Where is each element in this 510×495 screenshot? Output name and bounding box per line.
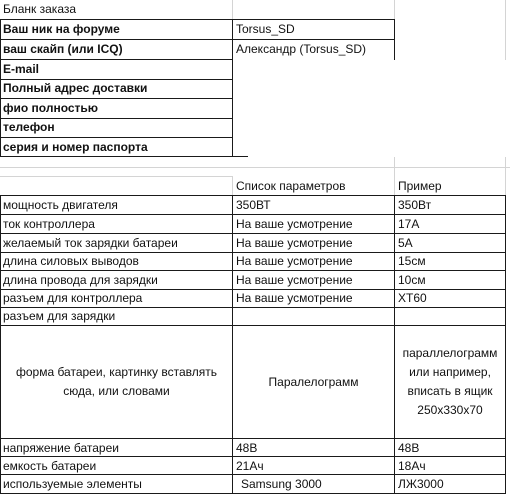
- param-label: разъем для контроллера: [3, 291, 143, 305]
- battery-capacity-example: 18Ач: [398, 459, 426, 473]
- param-value[interactable]: На ваше усмотрение: [236, 236, 353, 250]
- param-label: ток контроллера: [3, 217, 95, 231]
- skype-field[interactable]: Александр (Torsus_SD): [236, 42, 367, 56]
- param-example: 17А: [398, 217, 420, 231]
- battery-voltage-label: напряжение батареи: [3, 441, 119, 455]
- gridline: [0, 167, 510, 168]
- param-label: желаемый ток зарядки батареи: [3, 236, 178, 250]
- param-value[interactable]: На ваше усмотрение: [236, 217, 353, 231]
- param-value[interactable]: На ваше усмотрение: [236, 291, 353, 305]
- params-example-header: Пример: [398, 179, 442, 193]
- passport-label: серия и номер паспорта: [3, 140, 148, 154]
- phone-label: телефон: [3, 120, 55, 134]
- battery-capacity-label: емкость батареи: [3, 459, 97, 473]
- gridline: [232, 0, 233, 19]
- nickname-field[interactable]: Torsus_SD: [236, 22, 295, 36]
- params-list-header: Список параметров: [236, 179, 346, 193]
- battery-shape-value[interactable]: Паралелограмм: [268, 374, 359, 389]
- param-label: мощность двигателя: [3, 198, 118, 212]
- param-value[interactable]: 350ВТ: [236, 198, 271, 212]
- param-value[interactable]: На ваше усмотрение: [236, 254, 353, 268]
- param-value[interactable]: На ваше усмотрение: [236, 273, 353, 287]
- param-example: 10см: [398, 273, 426, 287]
- column-border: [394, 19, 395, 60]
- redaction-patch: [248, 60, 510, 157]
- battery-cells-value[interactable]: Samsung 3000: [241, 477, 322, 491]
- param-example: 350Вт: [398, 198, 432, 212]
- nickname-label: Ваш ник на форуме: [3, 22, 120, 36]
- column-border: [505, 195, 506, 494]
- param-label: длина провода для зарядки: [3, 273, 158, 287]
- battery-cells-label: используемые элементы: [3, 477, 142, 491]
- address-label: Полный адрес доставки: [3, 81, 148, 95]
- param-label: длина силовых выводов: [3, 254, 139, 268]
- form-title: Бланк заказа: [3, 2, 77, 16]
- battery-cells-example: ЛЖ3000: [398, 477, 444, 491]
- battery-shape-label: форма батареи, картинку вставлять сюда, или словами: [15, 365, 217, 398]
- param-example: XT60: [398, 291, 427, 305]
- email-label: E-mail: [3, 62, 40, 76]
- battery-shape-example: параллелограмм или например, вписать в ящик 250x330x70: [402, 346, 498, 417]
- battery-voltage-value[interactable]: 48В: [236, 441, 258, 455]
- param-example: 15см: [398, 254, 426, 268]
- battery-capacity-value[interactable]: 21Ач: [236, 459, 264, 473]
- param-label: разъем для зарядки: [3, 309, 116, 323]
- skype-label: ваш скайп (или ICQ): [3, 42, 123, 56]
- full-name-label: фио полностью: [3, 101, 99, 115]
- battery-voltage-example: 48В: [398, 441, 420, 455]
- gridline: [0, 176, 232, 177]
- param-example: 5А: [398, 236, 413, 250]
